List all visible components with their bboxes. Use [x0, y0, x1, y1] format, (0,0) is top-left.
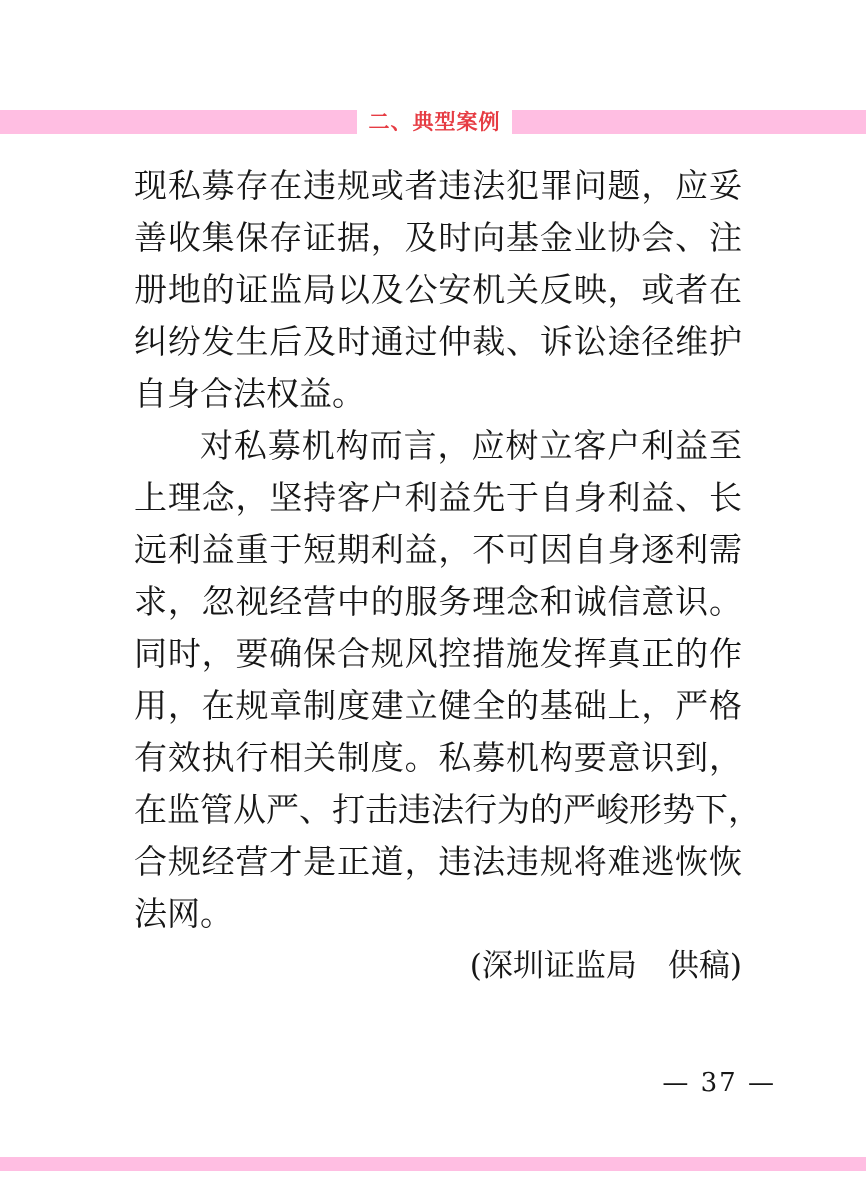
text-line: 自身合法权益。 — [134, 374, 365, 413]
text-line: 有效执行相关制度。私募机构要意识到， — [134, 738, 742, 777]
text-line: 在监管从严、打击违法行为的严峻形势下， — [134, 790, 761, 829]
section-title: 二、典型案例 — [368, 110, 501, 134]
text-line: 求，忽视经营中的服务理念和诚信意识。 — [134, 582, 742, 621]
header-band-right — [512, 110, 866, 134]
text-line: 纠纷发生后及时通过仲裁、诉讼途径维护 — [134, 322, 742, 361]
text-line: 用，在规章制度建立健全的基础上，严格 — [134, 686, 742, 725]
text-line: 同时，要确保合规风控措施发挥真正的作 — [134, 634, 742, 673]
text-line-paragraph-start: 对私募机构而言，应树立客户利益至 — [200, 426, 742, 465]
body-text-block — [134, 160, 761, 992]
footer-band — [0, 1157, 866, 1171]
attribution-line: (深圳证监局 供稿) — [469, 948, 742, 984]
text-line: 册地的证监局以及公安机关反映，或者在 — [134, 270, 742, 309]
text-line: 现私募存在违规或者违法犯罪问题，应妥 — [134, 166, 742, 205]
header-band-left — [0, 110, 357, 134]
text-line: 善收集保存证据，及时向基金业协会、注 — [134, 218, 742, 257]
text-line: 法网。 — [134, 894, 233, 933]
page-number: — 37 — — [662, 1068, 776, 1098]
text-line: 远利益重于短期利益，不可因自身逐利需 — [134, 530, 742, 569]
text-line: 合规经营才是正道，违法违规将难逃恢恢 — [134, 842, 742, 881]
text-line: 上理念，坚持客户利益先于自身利益、长 — [134, 478, 742, 517]
